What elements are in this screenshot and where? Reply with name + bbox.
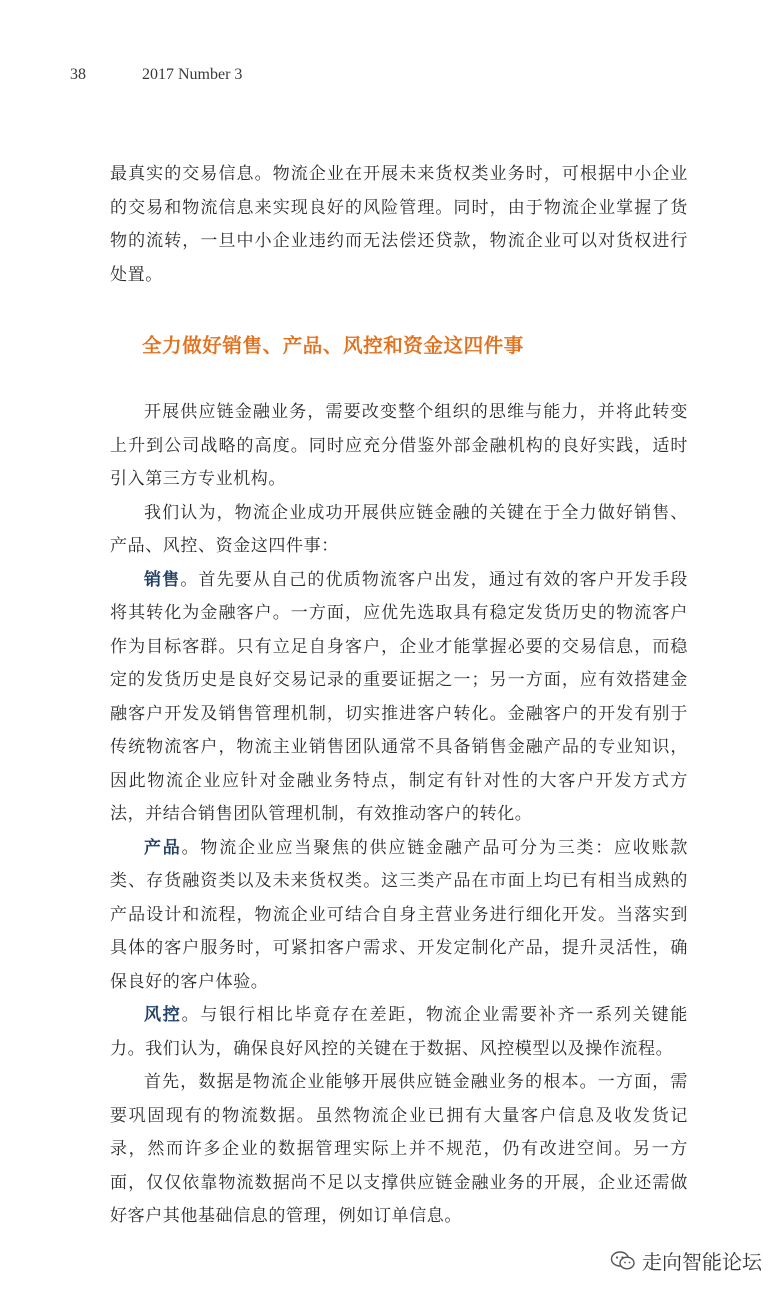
watermark-text: 走向智能论坛 [642,1250,762,1274]
product-text: 。物流企业应当聚焦的供应链金融产品可分为三类：应收账款类、存货融资类以及未来货权类。这三类产品在市面上均已有相当成熟的产品设计和流程，物流企业可结合自身主营业务进行细化开发。当落实到具体的客户服务时，可紧扣客户需求、开发定制化产品，提升灵活性，确保良好的客户体验。 [110,837,689,992]
wechat-watermark [610,1246,762,1275]
intro-paragraph: 最真实的交易信息。物流企业在开展未来货权类业务时，可根据中小企业的交易和物流信息来实现良好的风险管理。同时，由于物流企业掌握了货物的流转，一旦中小企业违约而无法偿还贷款，物流企业可以对货权进行处置。 [110,164,688,285]
risk-keyword: 风控 [144,1005,182,1025]
paragraph-risk [110,999,688,1066]
paragraph-sales [110,564,688,832]
paragraph-product [110,832,688,1000]
paragraph-data: 首先，数据是物流企业能够开展供应链金融业务的根本。一方面，需要巩固现有的物流数据。虽然物流企业已拥有大量客户信息及收发货记录，然而许多企业的数据管理实际上并不规范，仍有改进空间。另一方面，仅仅依靠物流数据尚不足以支撑供应链金融业务的开展，企业还需做好客户其他基础信息的管理，例如订单信息。 [110,1072,688,1226]
risk-text: 。与银行相比毕竟存在差距，物流企业需要补齐一系列关键能力。我们认为，确保良好风控的关键在于数据、风控模型以及操作流程。 [110,1005,689,1059]
paragraph-transformation: 开展供应链金融业务，需要改变整个组织的思维与能力，并将此转变上升到公司战略的高度。同时应充分借鉴外部金融机构的良好实践，适时引入第三方专业机构。 [110,402,688,489]
paragraph-four-things: 我们认为，物流企业成功开展供应链金融的关键在于全力做好销售、产品、风控、资金这四件事： [110,502,688,556]
sales-text: 。首先要从自己的优质物流客户出发，通过有效的客户开发手段将其转化为金融客户。一方面，应优先选取具有稳定发货历史的物流客户作为目标客群。只有立足自身客户，企业才能掌握必要的交易信息，而稳定的发货历史是良好交易记录的重要证据之一；另一方面，应有效搭建金融客户开发及销售管理机制，切实推进客户转化。金融客户的开发有别于传统物流客户，物流主业销售团队通常不具备销售金融产品的专业知识，因此物流企业应针对金融业务特点，制定有针对性的大客户开发方式方法，并结合销售团队管理机制，有效推动客户的转化。 [110,569,688,824]
article-body [110,158,688,1234]
page-header [70,66,242,84]
issue-label: 2017 Number 3 [142,66,243,83]
product-keyword: 产品 [144,837,182,858]
sales-keyword: 销售 [144,569,181,590]
page-number: 38 [70,66,86,83]
section-heading: 全力做好销售、产品、风控和资金这四件事 [142,334,524,357]
wechat-icon [610,1250,636,1272]
